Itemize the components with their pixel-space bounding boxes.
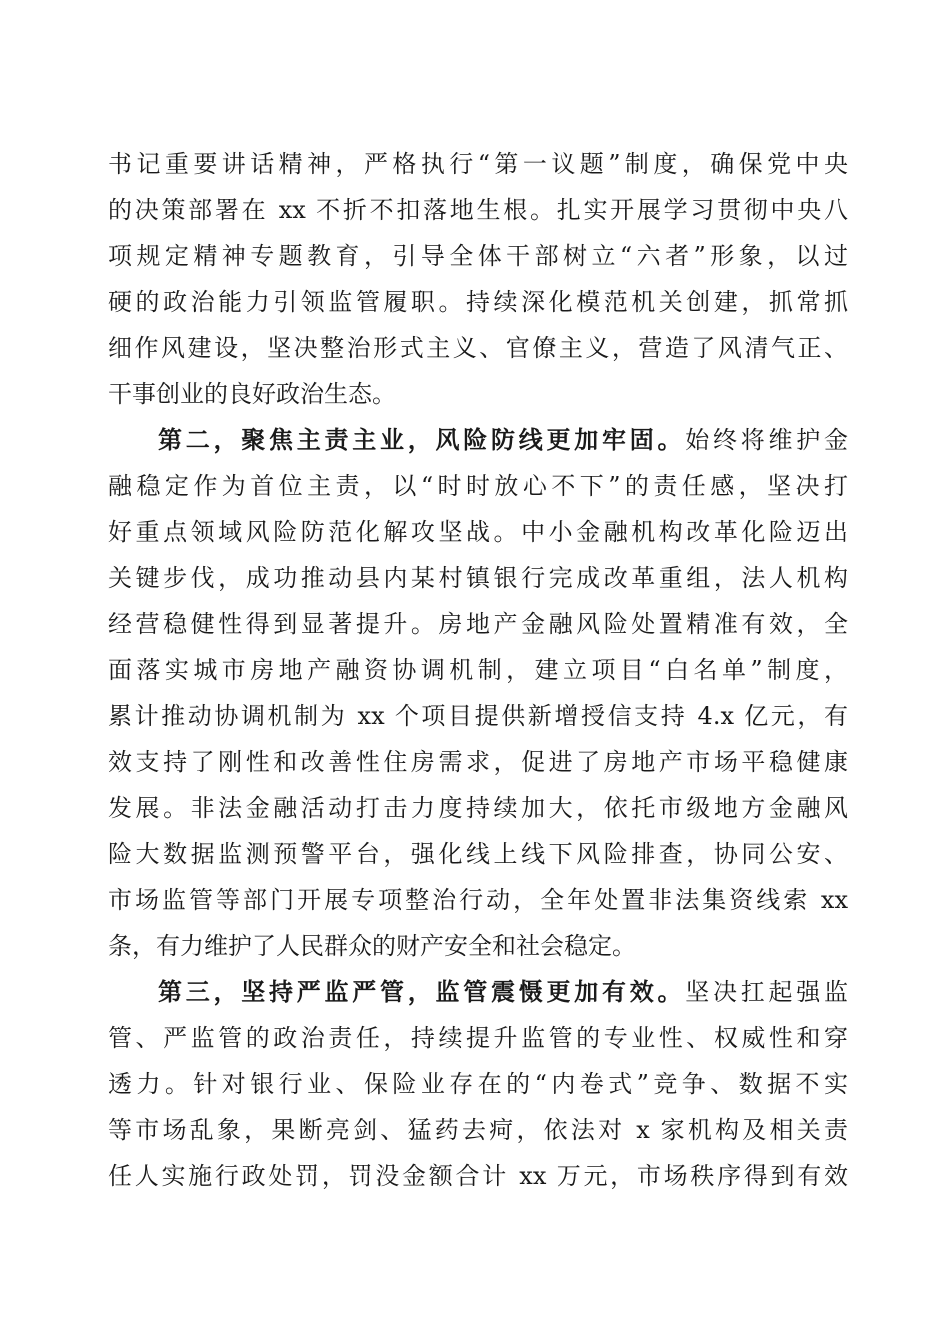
paragraph-1-line-3: 项规定精神专题教育，引导全体干部树立“六者”形象，以过 — [108, 242, 848, 270]
section-2-line-9: 发展。非法金融活动打击力度持续加大，依托市级地方金融风 — [108, 794, 848, 822]
section-2-heading: 第二，聚焦主责主业，风险防线更加牢固。 — [158, 425, 686, 454]
section-2-line-4: 关键步伐，成功推动县内某村镇银行完成改革重组，法人机构 — [108, 564, 848, 592]
section-2-line-11: 市场监管等部门开展专项整治行动，全年处置非法集资线索 xx — [108, 886, 848, 914]
section-2-first-line — [158, 420, 848, 460]
section-3-line-3: 透力。针对银行业、保险业存在的“内卷式”竞争、数据不实 — [108, 1070, 848, 1098]
section-3-heading: 第三，坚持严监严管，监管震慑更加有效。 — [158, 977, 686, 1006]
section-2-line-12: 条，有力维护了人民群众的财产安全和社会稳定。 — [108, 932, 636, 960]
section-3-first-line-rest: 坚决扛起强监 — [685, 978, 848, 1006]
section-2-line-6: 面落实城市房地产融资协调机制，建立项目“白名单”制度， — [108, 656, 848, 684]
paragraph-1-line-5: 细作风建设，坚决整治形式主义、官僚主义，营造了风清气正、 — [108, 334, 848, 362]
section-3-line-2: 管、严监管的政治责任，持续提升监管的专业性、权威性和穿 — [108, 1024, 848, 1052]
section-2-line-8: 效支持了刚性和改善性住房需求，促进了房地产市场平稳健康 — [108, 748, 848, 776]
section-2-line-7: 累计推动协调机制为 xx 个项目提供新增授信支持 4.x 亿元，有 — [108, 702, 848, 730]
section-3-line-4: 等市场乱象，果断亮剑、猛药去疴，依法对 x 家机构及相关责 — [108, 1116, 848, 1144]
paragraph-1-line-6: 干事创业的良好政治生态。 — [108, 380, 396, 408]
section-2-line-2: 融稳定作为首位主责，以“时时放心不下”的责任感，坚决打 — [108, 472, 848, 500]
section-3-line-5: 任人实施行政处罚，罚没金额合计 xx 万元，市场秩序得到有效 — [108, 1162, 848, 1190]
section-2-line-10: 险大数据监测预警平台，强化线上线下风险排查，协同公安、 — [108, 840, 848, 868]
paragraph-1-line-1: 书记重要讲话精神，严格执行“第一议题”制度，确保党中央 — [108, 150, 848, 178]
section-2-first-line-rest: 始终将维护金 — [685, 426, 848, 454]
section-2-line-5: 经营稳健性得到显著提升。房地产金融风险处置精准有效，全 — [108, 610, 848, 638]
paragraph-1-line-2: 的决策部署在 xx 不折不扣落地生根。扎实开展学习贯彻中央八 — [108, 196, 848, 224]
section-2-line-3: 好重点领域风险防范化解攻坚战。中小金融机构改革化险迈出 — [108, 518, 848, 546]
section-3-first-line — [158, 972, 848, 1012]
paragraph-1-line-4: 硬的政治能力引领监管履职。持续深化模范机关创建，抓常抓 — [108, 288, 848, 316]
